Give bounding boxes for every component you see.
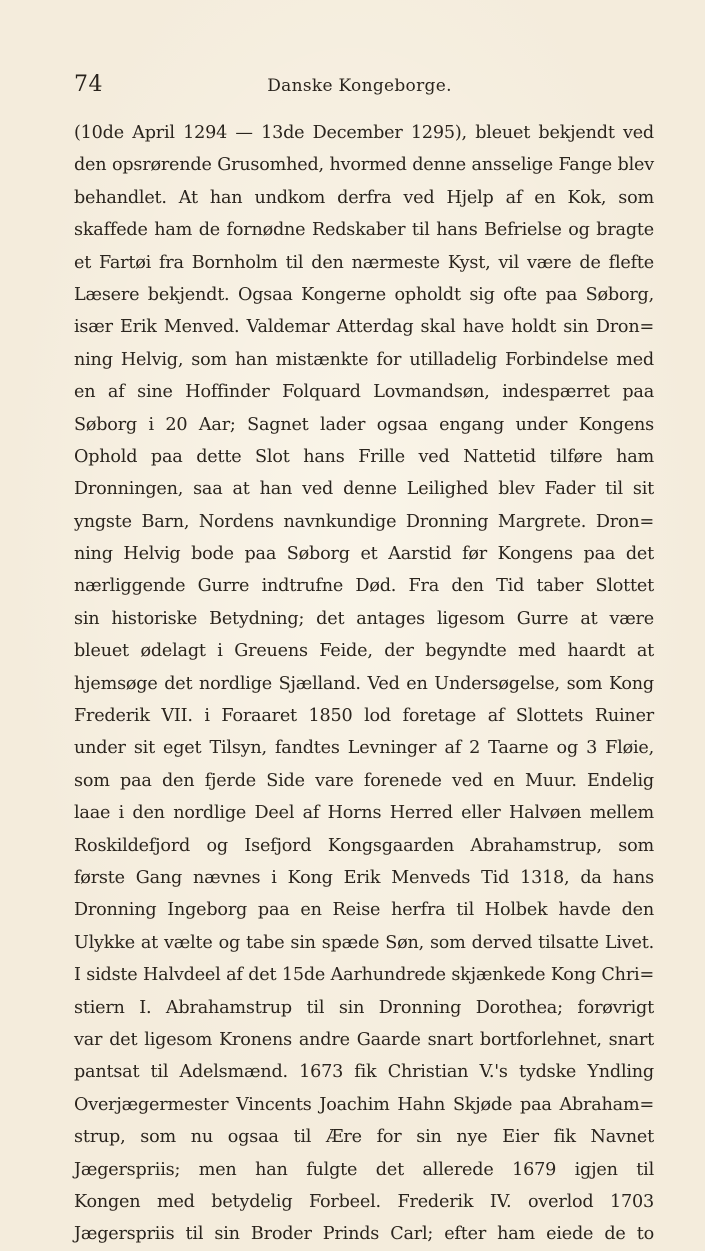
text-line: bleuet ødelagt i Greuens Feide, der begyndte med haardt at (74, 641, 654, 662)
text-line: var det ligesom Kronens andre Gaarde snart bortforlehnet, snart (74, 1029, 654, 1050)
text-line: I sidste Halvdeel af det 15de Aarhundrede skjænkede Kong Chri= (74, 965, 654, 986)
text-line: et Fartøi fra Bornholm til den nærmeste Kyst, vil være de flefte (74, 252, 654, 273)
text-line: laae i den nordlige Deel af Horns Herred eller Halvøen mellem (74, 803, 654, 824)
running-head: Danske Kongeborge. (267, 76, 452, 96)
page-header (74, 72, 645, 102)
text-line: Frederik VII. i Foraaret 1850 lod foretage af Slottets Ruiner (74, 706, 654, 727)
text-line: især Erik Menved. Valdemar Atterdag skal have holdt sin Dron= (74, 317, 654, 338)
text-line: Dronningen, saa at han ved denne Leilighed blev Fader til sit (74, 479, 654, 500)
text-line: første Gang nævnes i Kong Erik Menveds Tid 1318, da hans (74, 867, 654, 888)
page-number: 74 (74, 72, 103, 97)
text-line: ning Helvig bode paa Søborg et Aarstid før Kongens paa det (74, 544, 654, 565)
text-line: Dronning Ingeborg paa en Reise herfra til Holbek havde den (74, 900, 654, 921)
text-line: Læsere bekjendt. Ogsaa Kongerne opholdt sig ofte paa Søborg, (74, 284, 654, 305)
text-line: yngste Barn, Nordens navnkundige Dronning Margrete. Dron= (74, 511, 654, 532)
text-line: Jægerspriis; men han fulgte det allerede 1679 igjen til (74, 1159, 654, 1180)
text-line: en af sine Hoffinder Folquard Lovmandsøn, indespærret paa (74, 382, 654, 403)
body-text (74, 117, 654, 1251)
text-line: hjemsøge det nordlige Sjælland. Ved en Undersøgelse, som Kong (74, 673, 654, 694)
text-line: sin historiske Betydning; det antages ligesom Gurre at være (74, 608, 654, 629)
text-line: Kongen med betydelig Forbeel. Frederik IV. overlod 1703 (74, 1191, 654, 1212)
text-line: Ulykke at vælte og tabe sin spæde Søn, som derved tilsatte Livet. (74, 932, 654, 953)
text-line: Ophold paa dette Slot hans Frille ved Nattetid tilføre ham (74, 446, 654, 467)
text-line: som paa den fjerde Side vare forenede ved en Muur. Endelig (74, 770, 654, 791)
text-line: behandlet. At han undkom derfra ved Hjelp af en Kok, som (74, 187, 654, 208)
text-line: under sit eget Tilsyn, fandtes Levninger af 2 Taarne og 3 Fløie, (74, 738, 654, 759)
text-line: strup, som nu ogsaa til Ære for sin nye Eier fik Navnet (74, 1127, 654, 1148)
text-line: nærliggende Gurre indtrufne Død. Fra den Tid taber Slottet (74, 576, 654, 597)
text-line: Jægerspriis til sin Broder Prinds Carl; efter ham eiede de to (74, 1224, 654, 1245)
text-line: skaffede ham de fornødne Redskaber til hans Befrielse og bragte (74, 220, 654, 241)
text-line: Overjægermester Vincents Joachim Hahn Skjøde paa Abraham= (74, 1094, 654, 1115)
text-line: pantsat til Adelsmænd. 1673 fik Christian V.'s tydske Yndling (74, 1062, 654, 1083)
text-line: stiern I. Abrahamstrup til sin Dronning Dorothea; forøvrigt (74, 997, 654, 1018)
text-line: ning Helvig, som han mistænkte for utilladelig Forbindelse med (74, 349, 654, 370)
text-line: den opsrørende Grusomhed, hvormed denne ansselige Fange blev (74, 155, 654, 176)
text-line: Roskildefjord og Isefjord Kongsgaarden Abrahamstrup, som (74, 835, 654, 856)
text-line: (10de April 1294 — 13de December 1295), bleuet bekjendt ved (74, 123, 654, 143)
text-line: Søborg i 20 Aar; Sagnet lader ogsaa engang under Kongens (74, 414, 654, 435)
